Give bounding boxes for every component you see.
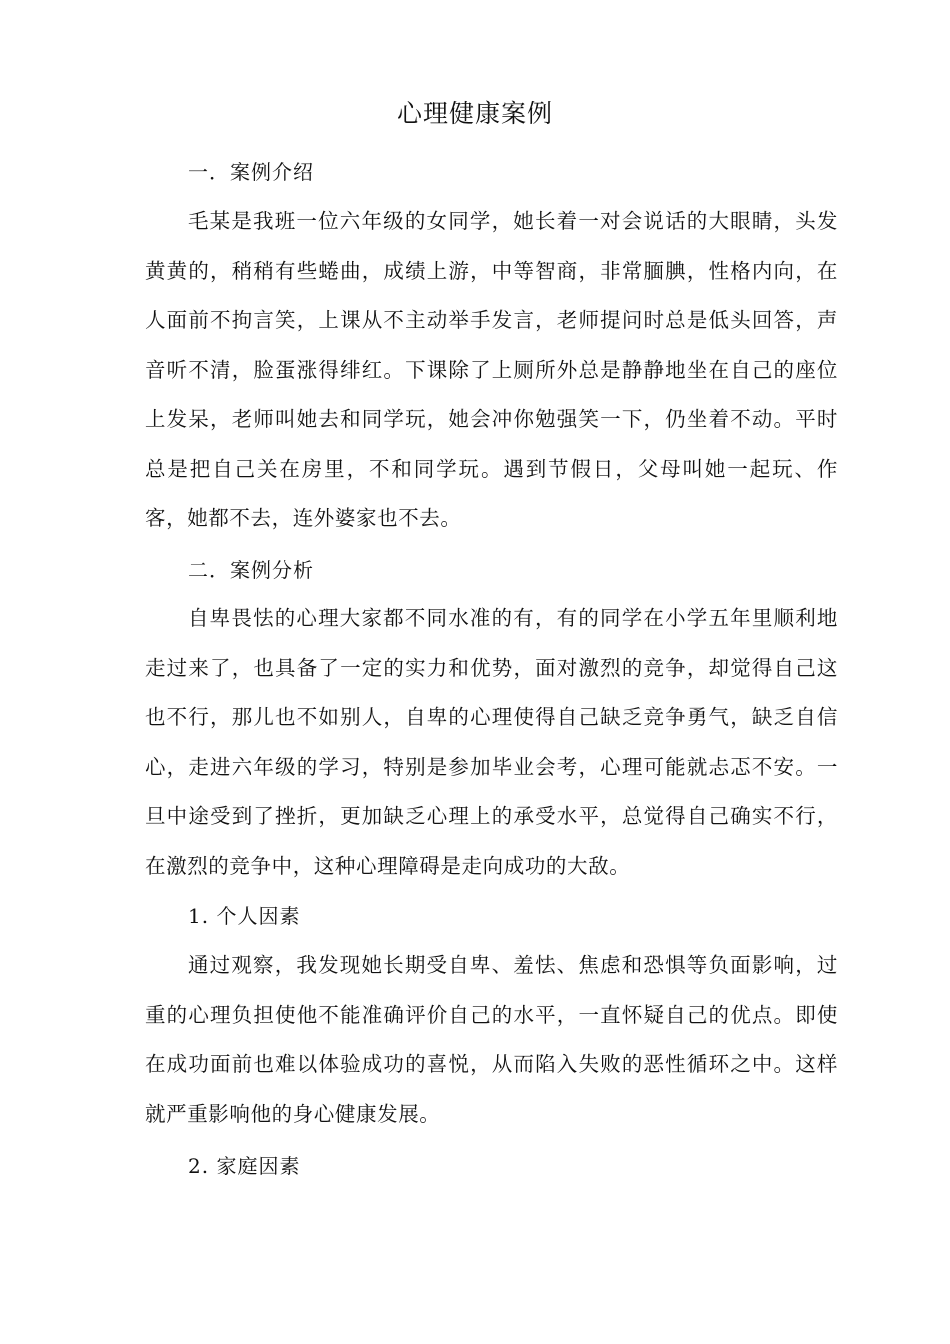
subheading-personal-factors: 1. 个人因素 [188, 904, 301, 928]
paragraph-case-intro: 毛某是我班一位六年级的女同学，她长着一对会说话的大眼睛，头发黄黄的，稍稍有些蜷曲，成绩上游，中等智商，非常腼腆，性格内向，在人面前不拘言笑，上课从不主动举手发言，老师提问时总是低头回答，声音听不清，脸蛋涨得绯红。下课除了上厕所外总是静静地坐在自己的座位上发呆，老师叫她去和同学玩，她会冲你勉强笑一下，仍坐着不动。平时总是把自己关在房里，不和同学玩。遇到节假日，父母叫她一起玩、作客，她都不去，连外婆家也不去。 [145, 209, 838, 530]
section-heading-case-intro: 一．案例介绍 [188, 160, 314, 184]
paragraph-case-analysis: 自卑畏怯的心理大家都不同水准的有，有的同学在小学五年里顺利地走过来了，也具备了一定的实力和优势，面对激烈的竞争，却觉得自己这也不行，那儿也不如别人，自卑的心理使得自己缺乏竞争勇气，缺乏自信心，走进六年级的学习，特别是参加毕业会考，心理可能就忐忑不安。一旦中途受到了挫折，更加缺乏心理上的承受水平，总觉得自己确实不行，在激烈的竞争中，这种心理障碍是走向成功的大敌。 [145, 606, 838, 878]
document-title: 心理健康案例 [396, 99, 553, 128]
paragraph-personal-factors: 通过观察，我发现她长期受自卑、羞怯、焦虑和恐惧等负面影响，过重的心理负担使他不能准确评价自己的水平，一直怀疑自己的优点。即使在成功面前也难以体验成功的喜悦，从而陷入失败的恶性循环之中。这样就严重影响他的身心健康发展。 [145, 953, 838, 1126]
subheading-family-factors: 2. 家庭因素 [188, 1154, 301, 1178]
section-heading-case-analysis: 二．案例分析 [188, 558, 314, 582]
